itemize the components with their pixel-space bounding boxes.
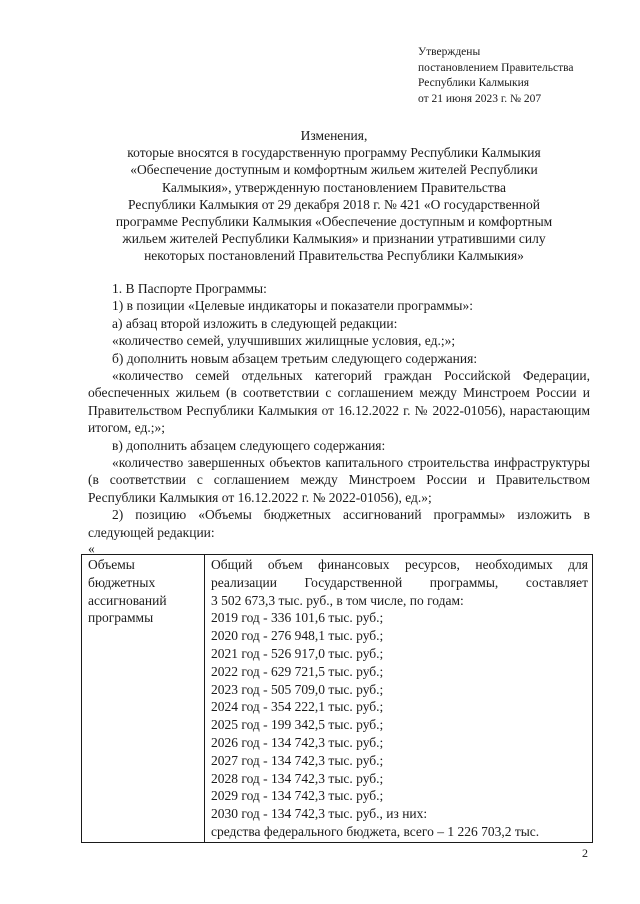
- table-row: [82, 555, 593, 843]
- paragraph: а) абзац второй изложить в следующей редакции:: [112, 315, 398, 331]
- label-line: бюджетных: [88, 574, 156, 590]
- approval-line: постановлением Правительства: [418, 61, 574, 74]
- title-line: Изменения,: [300, 128, 368, 143]
- document-title: [96, 127, 572, 265]
- paragraph: «количество семей отдельных категорий граждан Российской Федерации, обеспеченных жильем (в соответствии с соглашением между Минстроем России и Правительством Республики Калмыкия от 16.12.2022 г. № 2022-01056), нарастающим итогом, ед.;»;: [88, 368, 590, 436]
- table-label-cell: [82, 555, 205, 843]
- paragraph: в) дополнить абзацем следующего содержания:: [112, 437, 386, 453]
- label-line: программы: [88, 610, 154, 626]
- year-amount: 2024 год - 354 222,1 тыс. руб.;: [211, 699, 384, 715]
- year-amount: 2026 год - 134 742,3 тыс. руб.;: [211, 734, 384, 750]
- label-line: ассигнований: [88, 592, 167, 608]
- title-line: жильем жителей Республики Калмыкия» и признании утратившими силу: [122, 231, 546, 247]
- year-amount: 2025 год - 199 342,5 тыс. руб.;: [211, 717, 384, 733]
- intro-line: 3 502 673,3 тыс. руб., в том числе, по годам:: [211, 592, 464, 608]
- paragraph: «количество завершенных объектов капитального строительства инфраструктуры (в соответствии с соглашением между Минстроем России и Правительством Республики Калмыкия от 16.12.2022 г. № 2022-01056), ед.»;: [88, 455, 590, 505]
- approval-line: Республики Калмыкия: [418, 77, 530, 89]
- year-amount: 2023 год - 505 709,0 тыс. руб.;: [211, 681, 384, 697]
- label-line: Объемы: [88, 557, 135, 572]
- title-line: «Обеспечение доступным и комфортным жильем жителей Республики: [130, 162, 538, 178]
- approval-block: [418, 45, 628, 107]
- paragraph: «количество семей, улучшивших жилищные условия, ед.;»;: [112, 333, 456, 349]
- year-amount: 2027 год - 134 742,3 тыс. руб.;: [211, 752, 384, 768]
- year-amount: 2022 год - 629 721,5 тыс. руб.;: [211, 663, 384, 679]
- intro-line: Общий объем финансовых ресурсов, необходимых для: [211, 557, 588, 572]
- opening-quote: «: [88, 541, 95, 556]
- year-amount: 2030 год - 134 742,3 тыс. руб., из них:: [211, 806, 428, 822]
- year-amount: 2021 год - 526 917,0 тыс. руб.;: [211, 645, 384, 661]
- paragraph: 2) позицию «Объемы бюджетных ассигнований программы» изложить в следующей редакции:: [88, 507, 590, 540]
- page-number: 2: [582, 846, 588, 860]
- title-line: программе Республики Калмыкия «Обеспечение доступным и комфортным: [115, 214, 553, 230]
- year-amount: 2020 год - 276 948,1 тыс. руб.;: [211, 628, 384, 644]
- document-body: [88, 280, 590, 541]
- federal-budget-line: средства федерального бюджета, всего – 1 226 703,2 тыс.: [211, 823, 540, 839]
- paragraph: 1) в позиции «Целевые индикаторы и показатели программы»:: [112, 298, 473, 314]
- title-line: некоторых постановлений Правительства Республики Калмыкия»: [144, 248, 524, 264]
- intro-line: реализации Государственной программы, составляет: [211, 574, 588, 590]
- year-amount: 2028 год - 134 742,3 тыс. руб.;: [211, 770, 384, 786]
- year-amount: 2029 год - 134 742,3 тыс. руб.;: [211, 788, 384, 804]
- approval-line: Утверждены: [418, 46, 481, 58]
- year-amount: 2019 год - 336 101,6 тыс. руб.;: [211, 610, 384, 626]
- title-line: Республики Калмыкия от 29 декабря 2018 г. № 421 «О государственной: [128, 196, 540, 212]
- table-value-cell: [205, 555, 593, 843]
- approval-line: от 21 июня 2023 г. № 207: [418, 92, 542, 105]
- title-line: Калмыкия», утвержденную постановлением Правительства: [162, 179, 506, 195]
- title-line: которые вносятся в государственную программу Республики Калмыкия: [127, 145, 541, 161]
- budget-table: [81, 554, 593, 843]
- paragraph: б) дополнить новым абзацем третьим следующего содержания:: [112, 350, 478, 366]
- paragraph: 1. В Паспорте Программы:: [112, 281, 267, 296]
